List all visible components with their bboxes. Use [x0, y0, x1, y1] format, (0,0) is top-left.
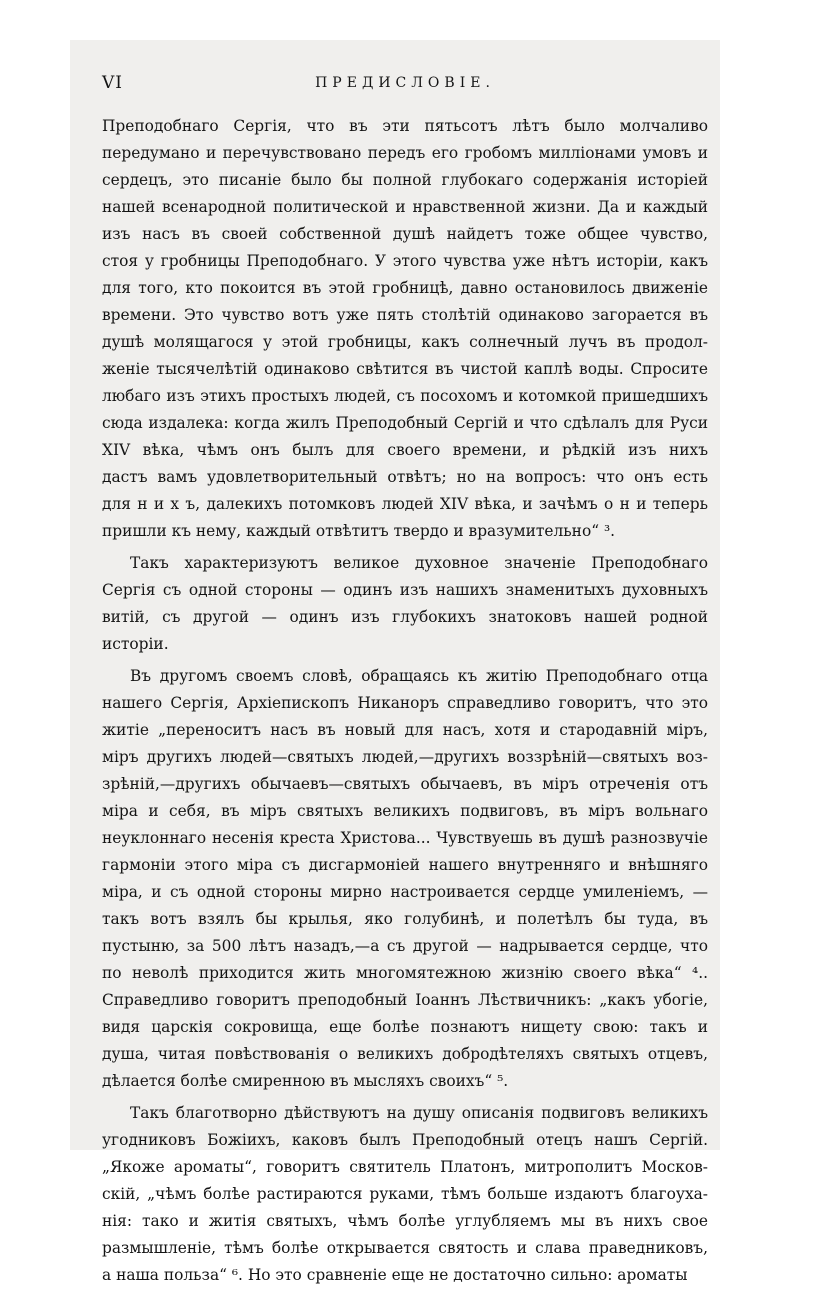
text-line: дѣлается болѣе смиренною въ мысляхъ своихъ“ ⁵. [102, 1072, 509, 1090]
page-header [102, 73, 708, 97]
text-line: зрѣній,—другихъ обычаевъ—святыхъ обычаевъ, въ міръ отреченія отъ [102, 775, 708, 793]
text-line: неуклоннаго несенія креста Христова... Чувствуешь въ душѣ разнозвучіе [102, 829, 708, 847]
text-line: любаго изъ этихъ простыхъ людей, съ посохомъ и котомкой пришедшихъ [102, 387, 708, 405]
text-line: угодниковъ Божіихъ, каковъ былъ Преподобный отецъ нашъ Сергій. [102, 1131, 708, 1149]
text-line: житіе „переноситъ насъ въ новый для насъ, хотя и стародавній міръ, [102, 721, 708, 739]
text-line: Сергія съ одной стороны — одинъ изъ нашихъ знаменитыхъ духовныхъ [102, 581, 708, 599]
text-line: Такъ характеризуютъ великое духовное значеніе Преподобнаго [130, 554, 708, 572]
text-line: гармоніи этого міра съ дисгармоніей нашего внутренняго и внѣшняго [102, 856, 708, 874]
text-line: такъ вотъ взялъ бы крылья, яко голубинѣ, и полетѣлъ бы туда, въ [102, 910, 708, 928]
text-line: женіе тысячелѣтій одинаково свѣтится въ чистой каплѣ воды. Спросите [102, 360, 708, 378]
text-line: Въ другомъ своемъ словѣ, обращаясь къ житію Преподобнаго отца [130, 667, 708, 685]
paragraph [102, 1100, 708, 1289]
text-line: изъ насъ въ своей собственной душѣ найдетъ тоже общее чувство, [102, 225, 708, 243]
text-line: міра и себя, въ міръ святыхъ великихъ подвиговъ, въ міръ вольнаго [102, 802, 708, 820]
text-line: душа, читая повѣствованія о великихъ добродѣтеляхъ святыхъ отцевъ, [102, 1045, 708, 1063]
text-body [102, 113, 708, 1289]
text-line: Такъ благотворно дѣйствуютъ на душу описанія подвиговъ великихъ [130, 1104, 708, 1122]
text-line: нашей всенародной политической и нравственной жизни. Да и каждый [102, 198, 708, 216]
page-number: VI [102, 73, 123, 93]
text-line: а наша польза“ ⁶. Но это сравненіе еще не достаточно сильно: ароматы [102, 1266, 688, 1284]
text-line: времени. Это чувство вотъ уже пять столѣтій одинаково загорается въ [102, 306, 708, 324]
paragraph [102, 113, 708, 545]
text-line: по неволѣ приходится жить многомятежною жизнію своего вѣка“ ⁴.. [102, 964, 708, 982]
text-line: для н и х ъ, далекихъ потомковъ людей XIV вѣка, и зачѣмъ о н и теперь [102, 495, 708, 513]
text-line: нія: тако и житія святыхъ, чѣмъ болѣе углубляемъ мы въ нихъ свое [102, 1212, 708, 1230]
text-line: исторіи. [102, 635, 169, 653]
text-line: дастъ вамъ удовлетворительный отвѣтъ; но на вопросъ: что онъ есть [102, 468, 708, 486]
text-line: Справедливо говоритъ преподобный Іоаннъ Лѣствичникъ: „какъ убогіе, [102, 991, 708, 1009]
text-line: для того, кто покоится въ этой гробницѣ, давно остановилось движеніе [102, 279, 708, 297]
text-line: пустыню, за 500 лѣтъ назадъ,—а съ другой — надрывается сердце, что [102, 937, 708, 955]
text-line: скій, „чѣмъ болѣе растираются руками, тѣмъ больше издаютъ благоуха- [102, 1185, 708, 1203]
text-line: нашего Сергія, Архіепископъ Никаноръ справедливо говоритъ, что это [102, 694, 708, 712]
running-title: ПРЕДИСЛОВІЕ. [315, 75, 495, 91]
text-line: передумано и перечувствовано передъ его гробомъ милліонами умовъ и [102, 144, 708, 162]
text-line: сюда издалека: когда жилъ Преподобный Сергій и что сдѣлалъ для Руси [102, 414, 708, 432]
text-line: душѣ молящагося у этой гробницы, какъ солнечный лучъ въ продол- [102, 333, 708, 351]
text-line: видя царскія сокровища, еще болѣе познаютъ нищету свою: такъ и [102, 1018, 708, 1036]
text-line: пришли къ нему, каждый отвѣтитъ твердо и вразумительно“ ³. [102, 522, 616, 540]
text-line: размышленіе, тѣмъ болѣе открывается святость и слава праведниковъ, [102, 1239, 708, 1257]
text-line: сердецъ, это писаніе было бы полной глубокаго содержанія исторіей [102, 171, 708, 189]
paragraph [102, 663, 708, 1095]
text-line: Преподобнаго Сергія, что въ эти пятьсотъ лѣтъ было молчаливо [102, 117, 708, 135]
text-line: „Якоже ароматы“, говоритъ святитель Платонъ, митрополитъ Москов- [102, 1158, 708, 1176]
text-line: міра, и съ одной стороны мирно настроивается сердце умиленіемъ, — [102, 883, 708, 901]
text-line: витій, съ другой — одинъ изъ глубокихъ знатоковъ нашей родной [102, 608, 708, 626]
paragraph [102, 550, 708, 658]
text-line: міръ другихъ людей—святыхъ людей,—другихъ воззрѣній—святыхъ воз- [102, 748, 708, 766]
text-line: XIV вѣка, чѣмъ онъ былъ для своего времени, и рѣдкій изъ нихъ [102, 441, 708, 459]
text-line: стоя у гробницы Преподобнаго. У этого чувства уже нѣтъ исторіи, какъ [102, 252, 708, 270]
